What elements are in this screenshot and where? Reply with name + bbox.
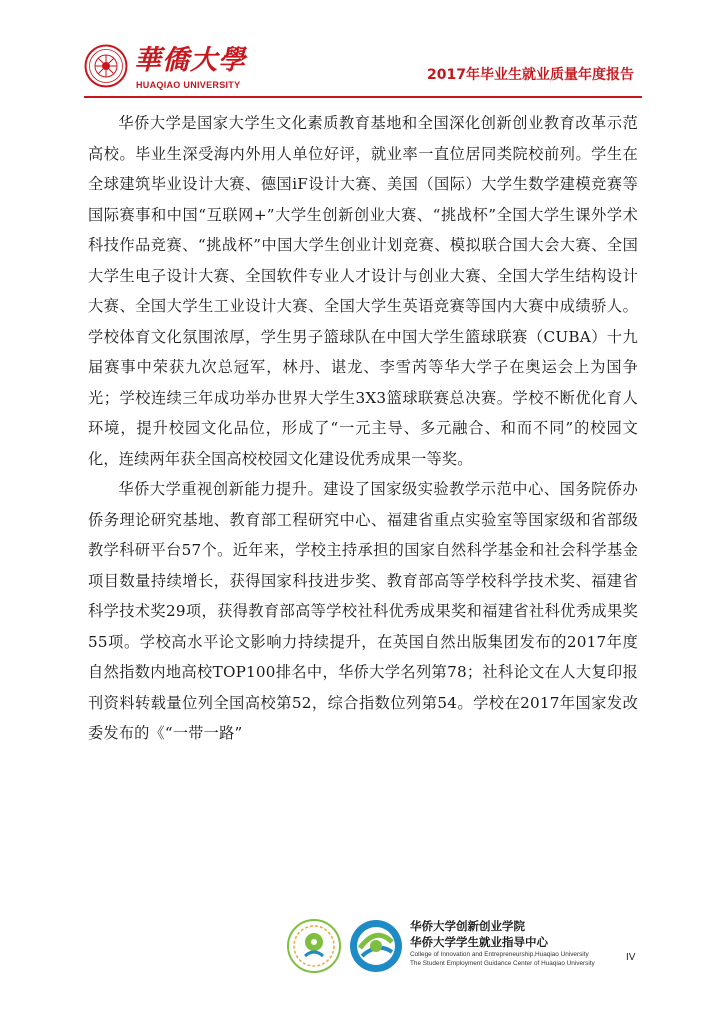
footer-org-en-2: The Student Employment Guidance Center of Huaqiao University [410, 960, 595, 967]
report-title: 2017年毕业生就业质量年度报告 [427, 67, 634, 83]
footer-org-name-1: 华侨大学创新创业学院 [410, 919, 525, 933]
header-divider [84, 96, 642, 98]
page-body [88, 108, 638, 749]
body-paragraph-1: 华侨大学是国家大学生文化素质教育基地和全国深化创新创业教育改革示范高校。毕业生深受海内外用人单位好评，就业率一直位居同类院校前列。学生在全球建筑毕业设计大赛、德国iF设计大赛、美国（国际）大学生数学建模竞赛等国际赛事和中国“互联网+”大学生创新创业大赛、“挑战杯”全国大学生课外学术科技作品竞赛、“挑战杯”中国大学生创业计划竞赛、模拟联合国大会大赛、全国大学生电子设计大赛、全国软件专业人才设计与创业大赛、全国大学生结构设计大赛、全国大学生工业设计大赛、全国大学生英语竞赛等国内大赛中成绩骄人。学校体育文化氛围浓厚，学生男子篮球队在中国大学生篮球联赛（CUBA）十九届赛事中荣获九次总冠军，林丹、谌龙、李雪芮等华大学子在奥运会上为国争光；学校连续三年成功举办世界大学生3X3篮球联赛总决赛。学校不断优化育人环境，提升校园文化品位，形成了“一元主导、多元融合、和而不同”的校园文化，连续两年获全国高校校园文化建设优秀成果一等奖。 [88, 114, 638, 468]
page-footer [0, 900, 724, 1024]
university-name-cn: 華僑大學 [134, 45, 246, 76]
university-seal-logo [84, 44, 128, 88]
footer-org-name-2: 华侨大学学生就业指导中心 [410, 935, 548, 949]
innovation-college-logo [286, 918, 342, 974]
footer-org-en-1: College of Innovation and Entrepreneurship,Huaqiao University [410, 951, 589, 958]
footer-org-block [410, 918, 620, 968]
page-header [0, 0, 724, 100]
page-number: IV [626, 952, 636, 963]
university-name-en: HUAQIAO UNIVERSITY [136, 80, 241, 90]
employment-center-logo [348, 918, 404, 974]
body-paragraph-2: 华侨大学重视创新能力提升。建设了国家级实验教学示范中心、国务院侨办侨务理论研究基地、教育部工程研究中心、福建省重点实验室等国家级和省部级教学科研平台57个。近年来，学校主持承担的国家自然科学基金和社会科学基金项目数量持续增长，获得国家科技进步奖、教育部高等学校科学技术奖、福建省科学技术奖29项，获得教育部高等学校社科优秀成果奖和福建省社科优秀成果奖55项。学校高水平论文影响力持续提升，在英国自然出版集团发布的2017年度自然指数内地高校TOP100排名中，华侨大学名列第78；社科论文在人大复印报刊资料转载量位列全国高校第52，综合指数位列第54。学校在2017年国家发改委发布的《“一带一路” [88, 480, 638, 742]
